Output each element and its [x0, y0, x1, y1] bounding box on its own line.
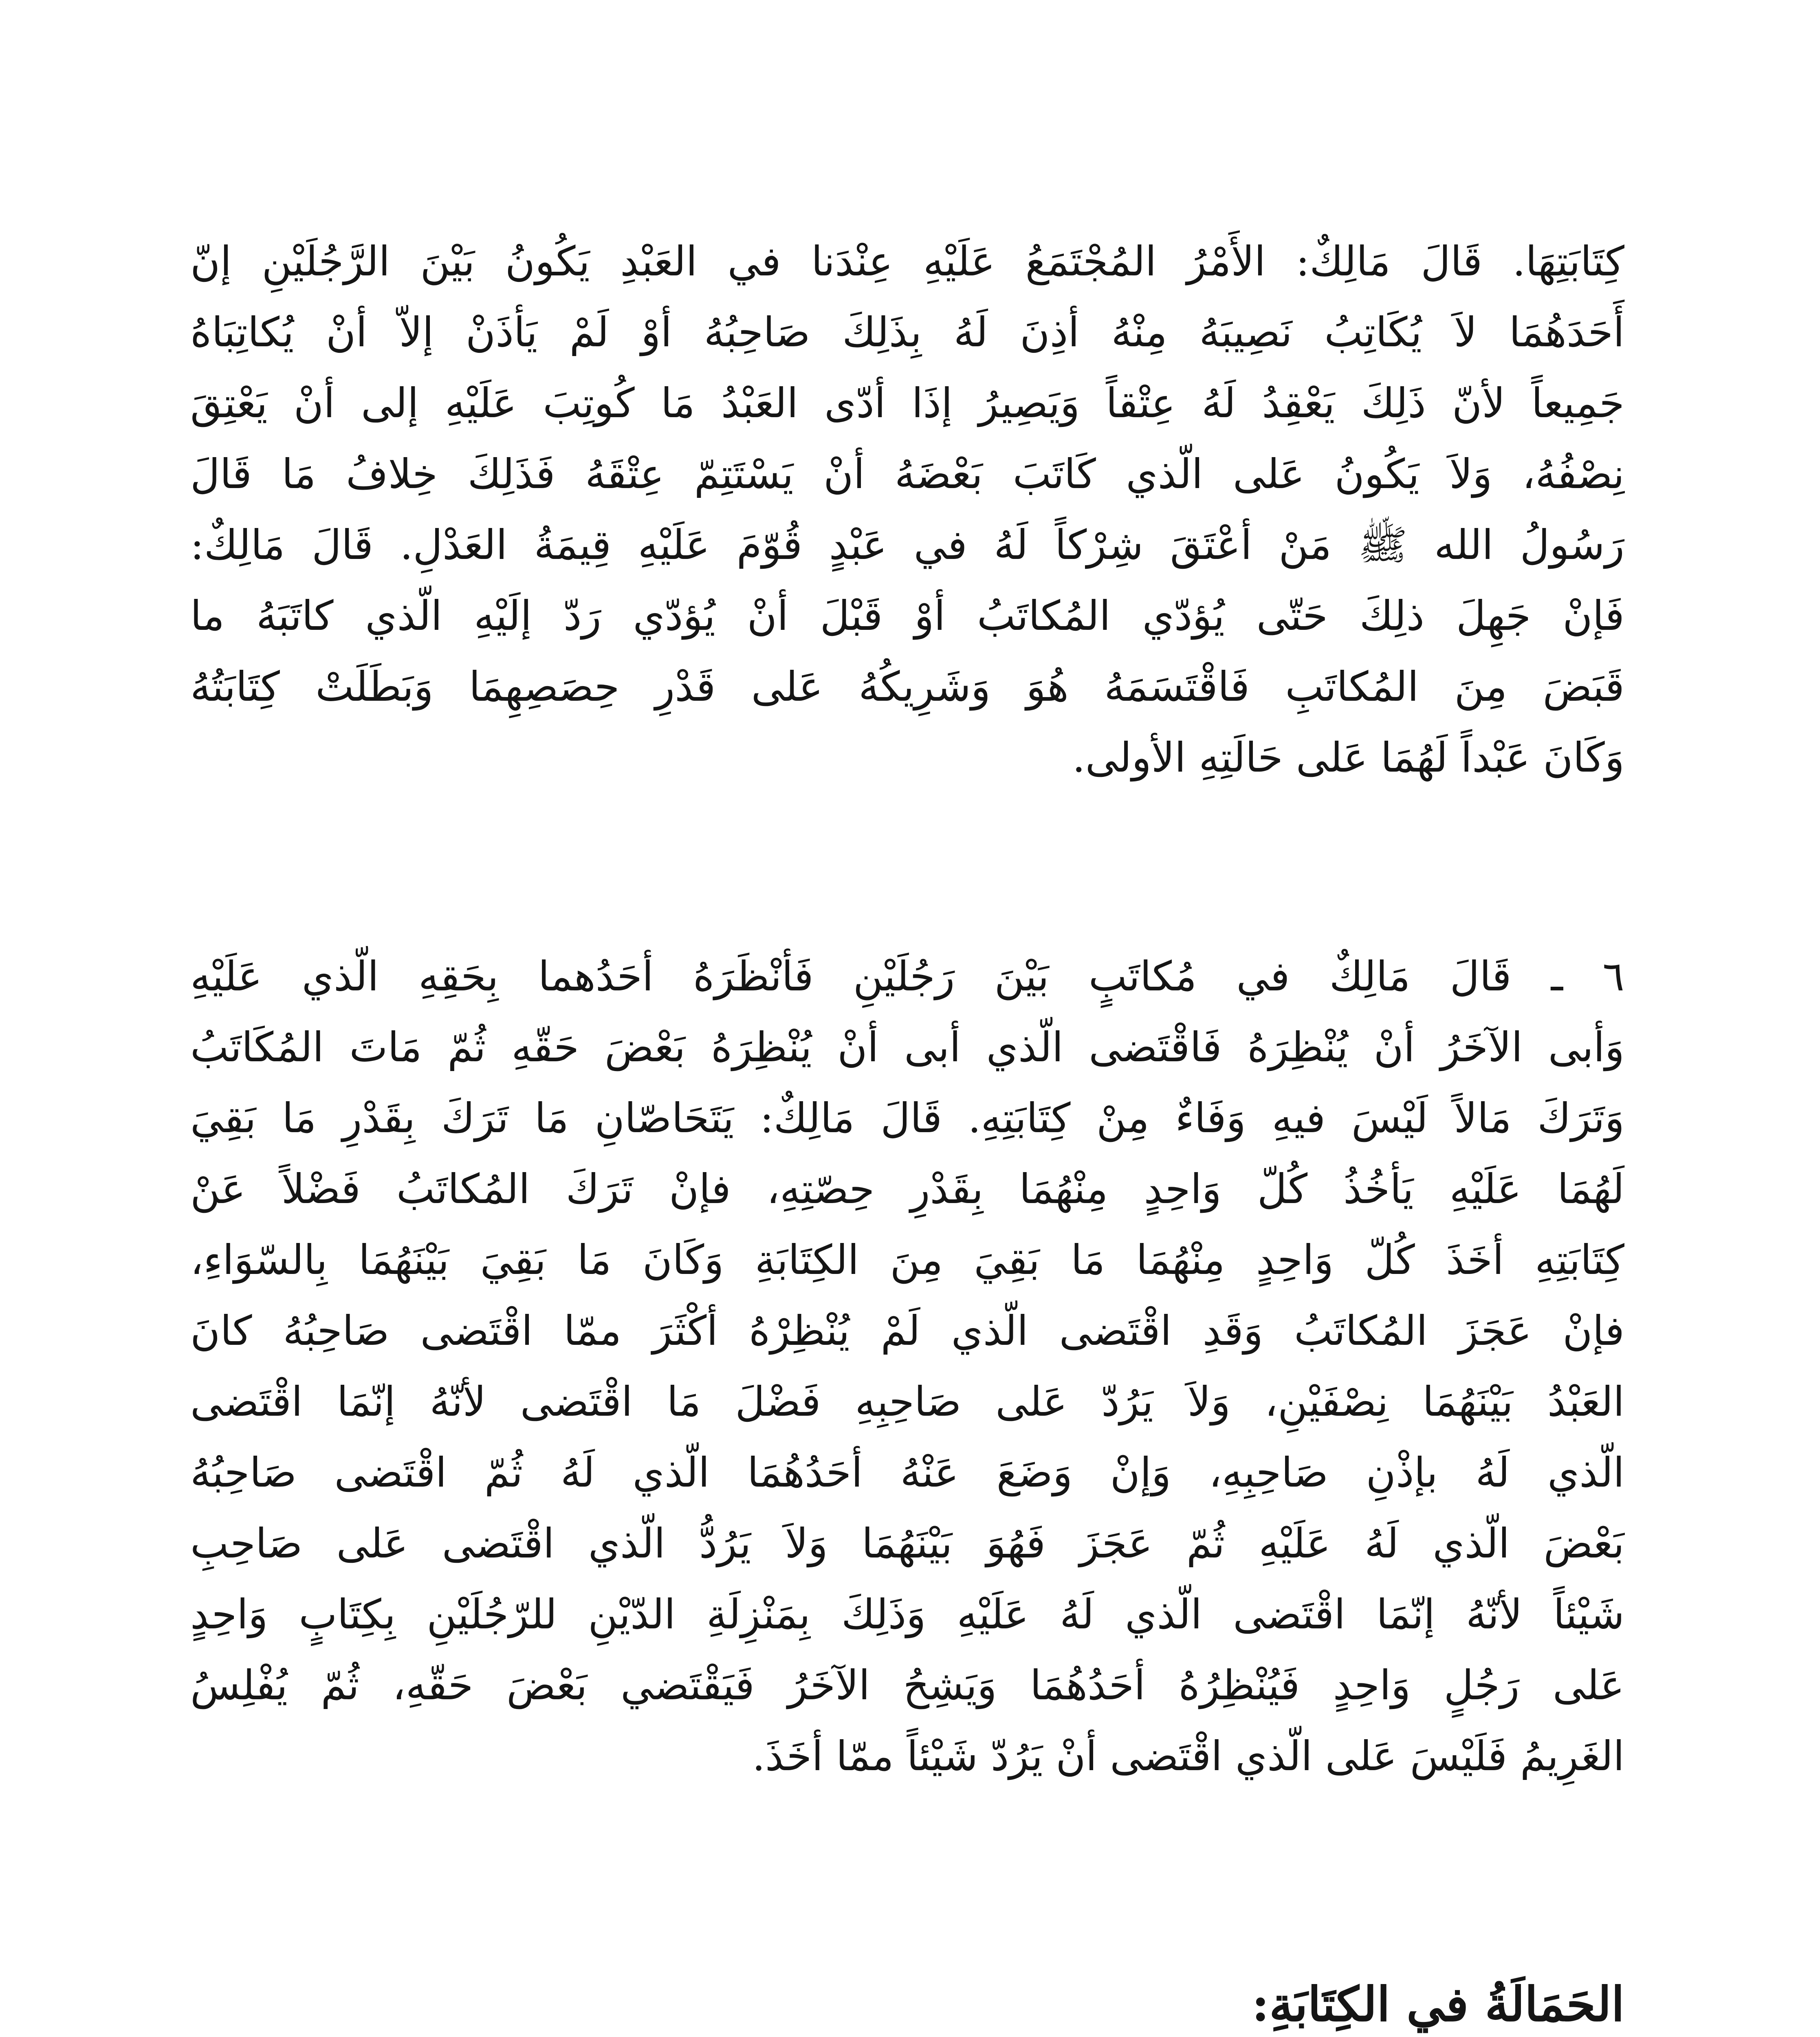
text-line: لَهُمَا عَلَيْهِ يَأخُذُ كُلّ وَاحِدٍ مِنْهُمَا بِقَدْرِ حِصّتِهِ، فإنْ تَرَكَ المُكاتَبُ فَضْلاً عَنْ — [190, 1165, 1624, 1213]
text-line: أَحَدَهُمَا لاَ يُكَاتِبُ نَصِيبَهُ مِنْهُ أذِنَ لَهُ بِذَلِكَ صَاحِبُهُ أوْ لَمْ يَأذَنْ إلاّ أنْ يُكاتِبَاهُ — [190, 308, 1624, 356]
text-line: شَيْئاً لأنّهُ إنّمَا اقْتَضى الّذي لَهُ عَلَيْهِ وَذَلِكَ بِمَنْزِلَةِ الدّيْنِ للرّجُلَيْنِ بِكِتَابٍ وَاحِدٍ — [190, 1590, 1624, 1638]
text-line: وَأبى الآخَرُ أنْ يُنْظِرَهُ فَاقْتَضى الّذي أبى أنْ يُنْظِرَهُ بَعْضَ حَقّهِ ثُمّ مَاتَ المُكَاتَبُ — [190, 1023, 1624, 1071]
text-line: الّذي لَهُ بإذْنِ صَاحِبِهِ، وَإنْ وَضَعَ عَنْهُ أحَدُهُمَا الّذي لَهُ ثُمّ اقْتَضى صَاحِبُهُ — [190, 1449, 1624, 1496]
paragraph-2 — [190, 941, 1624, 1792]
text-line: وَتَرَكَ مَالاً لَيْسَ فيهِ وَفَاءٌ مِنْ كِتَابَتِهِ. قَالَ مَالِكٌ: يَتَحَاصّانِ مَا تَرَكَ بِقَدْرِ مَا بَقِيَ — [190, 1094, 1624, 1142]
text-line: قَبَضَ مِنَ المُكاتَبِ فَاقْتَسَمَهُ هُوَ وَشَرِيكُهُ عَلى قَدْرِ حِصَصِهِمَا وَبَطَلَتْ كِتَابَتُهُ — [190, 663, 1624, 711]
text-line: عَلى رَجُلٍ وَاحِدٍ فَيُنْظِرُهُ أحَدُهُمَا وَيَشِحُ الآخَرُ فَيَقْتَضي بَعْضَ حَقّهِ، ثُمّ يُفْلِسُ — [190, 1661, 1624, 1709]
text-line: بَعْضَ الّذي لَهُ عَلَيْهِ ثُمّ عَجَزَ فَهُوَ بَيْنَهُمَا وَلاَ يَرُدُّ الّذي اقْتَضى عَلى صَاحِبِ — [190, 1520, 1624, 1567]
text-line: رَسُولُ الله ﷺ مَنْ أعْتَقَ شِرْكاً لَهُ في عَبْدٍ قُوّمَ عَلَيْهِ قِيمَةُ العَدْلِ. قَالَ مَالِكٌ: — [190, 521, 1624, 569]
text-line: العَبْدُ بَيْنَهُمَا نِصْفَيْنِ، وَلاَ يَرُدّ عَلى صَاحِبِهِ فَضْلَ مَا اقْتَضى لأنّهُ إنّمَا اقْتَضى — [190, 1378, 1624, 1425]
text-line: جَمِيعاً لأنّ ذَلِكَ يَعْقِدُ لَهُ عِتْقاً وَيَصِيرُ إذَا أدّى العَبْدُ مَا كُوتِبَ عَلَيْهِ إلى أنْ يَعْتِقَ — [190, 379, 1624, 427]
paragraph-1 — [190, 226, 1624, 793]
text-line: الغَرِيمُ فَلَيْسَ عَلى الّذي اقْتَضى أنْ يَرُدّ شَيْئاً ممّا أخَذَ. — [752, 1732, 1624, 1780]
text-line: ٦ ـ قَالَ مَالِكٌ في مُكاتَبٍ بَيْنَ رَجُلَيْنِ فَأنْظَرَهُ أحَدُهما بِحَقِهِ الّذي عَلَيْهِ — [190, 953, 1624, 1000]
section-heading: الحَمَالَةُ في الكِتَابَةِ: — [1252, 1977, 1624, 2032]
text-line: فَإنْ جَهِلَ ذلِكَ حَتّى يُؤدّي المُكاتَبُ أوْ قَبْلَ أنْ يُؤدّي رَدّ إلَيْهِ الّذي كاتَبَهُ ما — [190, 592, 1624, 640]
text-line: كِتَابَتِهِ أخَذَ كُلّ وَاحِدٍ مِنْهُمَا مَا بَقِيَ مِنَ الكِتَابَةِ وَكَانَ مَا بَقِيَ بَيْنَهُمَا بِالسّوَاءِ، — [190, 1236, 1624, 1284]
text-line: كِتَابَتِهَا. قَالَ مَالِكٌ: الأَمْرُ المُجْتَمَعُ عَلَيْهِ عِنْدَنا في العَبْدِ يَكُونُ بَيْنَ الرَّجُلَيْنِ إنّ — [190, 238, 1624, 285]
text-line: نِصْفُهُ، وَلاَ يَكُونُ عَلى الّذي كَاتَبَ بَعْضَهُ أنْ يَسْتَتِمّ عِتْقَهُ فَذَلِكَ خِلافُ مَا قَالَ — [190, 450, 1624, 498]
text-line: فإنْ عَجَزَ المُكاتَبُ وَقَدِ اقْتَضى الّذي لَمْ يُنْظِرْهُ أكْثَرَ ممّا اقْتَضى صَاحِبُهُ كانَ — [190, 1307, 1624, 1355]
text-line: وَكَانَ عَبْداً لَهُمَا عَلى حَالَتِهِ الأولى. — [1072, 734, 1624, 781]
